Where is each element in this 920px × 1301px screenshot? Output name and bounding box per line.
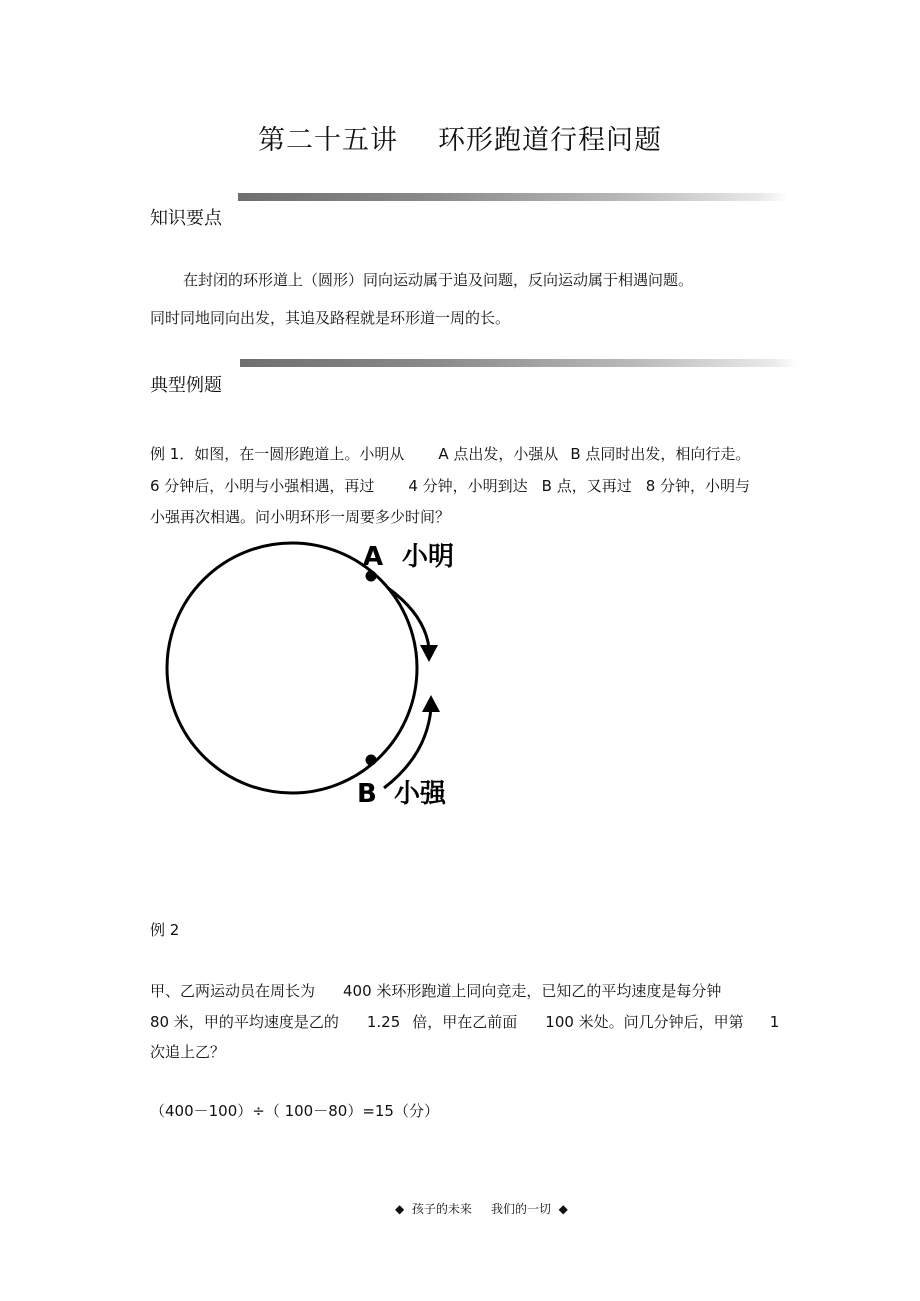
example2-line-2: 80 米，甲的平均速度是乙的 1.25 倍，甲在乙前面 100 米处。问几分钟后，甲第 1 <box>150 1013 780 1031</box>
page-footer <box>395 1200 568 1217</box>
title-lecture-number: 第二十五讲 <box>258 125 398 156</box>
arrow-head-down-icon <box>420 645 438 662</box>
example1-line-2: 6 分钟后，小明与小强相遇，再过 4 分钟，小明到达 B 点，又再过 8 分钟，小明与 <box>150 477 751 495</box>
knowledge-paragraph-line-2: 同时同地同向出发，其追及路程就是环形道一周的长。 <box>150 309 511 327</box>
diamond-bullet-icon: ◆ <box>558 1202 568 1216</box>
section-heading-examples: 典型例题 <box>150 375 222 396</box>
title-topic: 环形跑道行程问题 <box>438 125 662 156</box>
page-title <box>0 118 920 157</box>
footer-slogan-right: 我们的一切 <box>490 1202 551 1216</box>
example2-solution: （400－100）÷（ 100－80）=15（分） <box>150 1102 439 1120</box>
arrow-xiaoqiang-counterclockwise <box>384 708 431 788</box>
example1-line-3: 小强再次相遇。问小明环形一周要多少时间？ <box>150 508 451 526</box>
circular-track-diagram <box>150 530 470 815</box>
example1-line-1: 例 1．如图，在一圆形跑道上。小明从 A 点出发，小强从 B 点同时出发，相向行走。 <box>150 445 751 463</box>
diamond-bullet-icon: ◆ <box>395 1202 405 1216</box>
example2-label: 例 2 <box>150 921 180 939</box>
point-a-marker <box>366 571 377 582</box>
circular-track <box>167 543 417 793</box>
knowledge-paragraph-line-1: 在封闭的环形道上（圆形）同向运动属于追及问题，反向运动属于相遇问题。 <box>183 271 694 289</box>
label-xiaoming: 小明 <box>402 542 455 572</box>
point-b-marker <box>366 755 377 766</box>
section-divider <box>240 359 798 367</box>
example2-line-1: 甲、乙两运动员在周长为 400 米环形跑道上同向竞走，已知乙的平均速度是每分钟 <box>150 982 722 1000</box>
section-divider <box>238 193 788 201</box>
label-xiaoqiang: 小强 <box>394 779 447 809</box>
example2-line-3: 次追上乙？ <box>150 1043 226 1061</box>
footer-slogan-left: 孩子的未来 <box>411 1202 472 1216</box>
section-heading-knowledge: 知识要点 <box>150 208 222 229</box>
label-point-b: B <box>357 779 377 809</box>
arrow-head-up-icon <box>422 695 440 712</box>
label-point-a: A <box>363 542 384 572</box>
